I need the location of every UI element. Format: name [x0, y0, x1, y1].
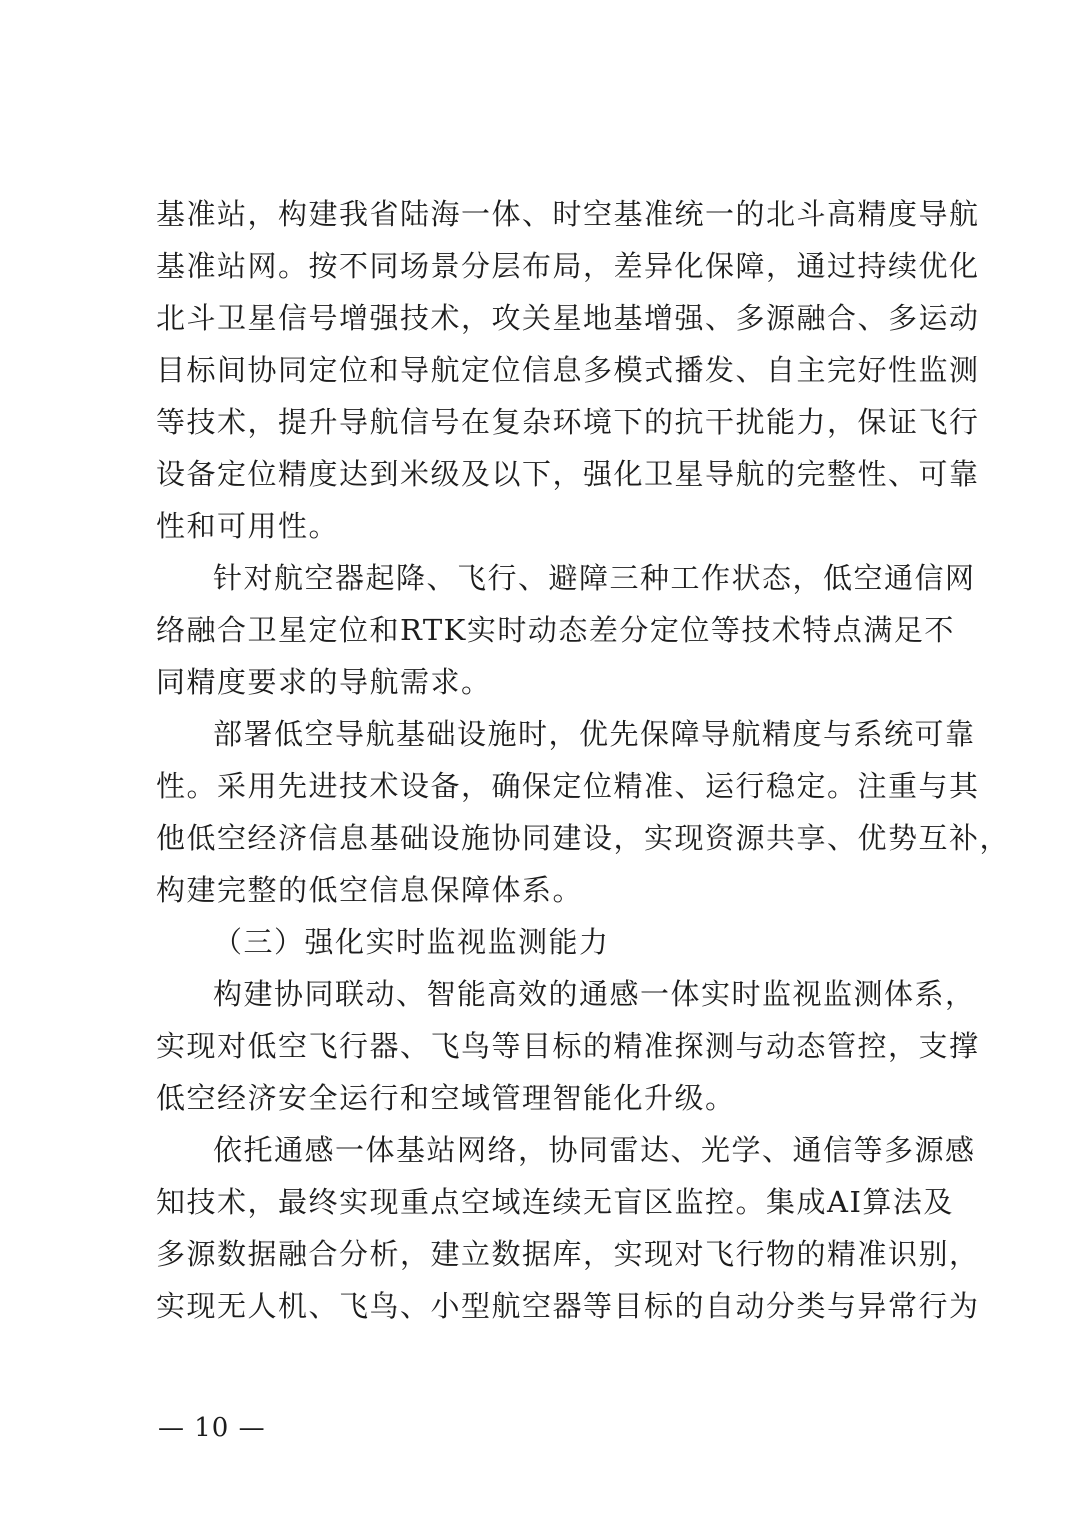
document-body — [156, 188, 1011, 1332]
section-heading: （三）强化实时监视监测能力 — [213, 925, 610, 959]
text-line: 络融合卫星定位和RTK实时动态差分定位等技术特点满足不 — [156, 613, 955, 647]
text-line: 知技术，最终实现重点空域连续无盲区监控。集成AI算法及 — [156, 1185, 954, 1219]
text-line: 基准站网。按不同场景分层布局，差异化保障，通过持续优化 — [156, 249, 980, 283]
text-line: 性和可用性。 — [156, 509, 340, 543]
text-line: 针对航空器起降、飞行、避障三种工作状态，低空通信网 — [213, 561, 976, 595]
text-line: 同精度要求的导航需求。 — [156, 665, 492, 699]
text-line: 目标间协同定位和导航定位信息多模式播发、自主完好性监测 — [156, 353, 980, 387]
text-line: 实现对低空飞行器、飞鸟等目标的精准探测与动态管控，支撑 — [156, 1029, 980, 1063]
text-line: 等技术，提升导航信号在复杂环境下的抗干扰能力，保证飞行 — [156, 405, 980, 439]
text-line: 构建协同联动、智能高效的通感一体实时监视监测体系， — [213, 977, 976, 1011]
page-number: — 10 — — [158, 1413, 266, 1443]
text-line: 他低空经济信息基础设施协同建设，实现资源共享、优势互补， — [156, 821, 1011, 855]
text-line: 多源数据融合分析，建立数据库，实现对飞行物的精准识别， — [156, 1237, 980, 1271]
text-line: 部署低空导航基础设施时，优先保障导航精度与系统可靠 — [213, 717, 976, 751]
text-line: 依托通感一体基站网络，协同雷达、光学、通信等多源感 — [213, 1133, 976, 1167]
text-line: 设备定位精度达到米级及以下，强化卫星导航的完整性、可靠 — [156, 457, 980, 491]
text-line: 基准站，构建我省陆海一体、时空基准统一的北斗高精度导航 — [156, 197, 980, 231]
text-line: 北斗卫星信号增强技术，攻关星地基增强、多源融合、多运动 — [156, 301, 980, 335]
text-line: 性。采用先进技术设备，确保定位精准、运行稳定。注重与其 — [156, 769, 980, 803]
text-line: 低空经济安全运行和空域管理智能化升级。 — [156, 1081, 736, 1115]
text-line: 构建完整的低空信息保障体系。 — [156, 873, 584, 907]
text-line: 实现无人机、飞鸟、小型航空器等目标的自动分类与异常行为 — [156, 1289, 980, 1323]
